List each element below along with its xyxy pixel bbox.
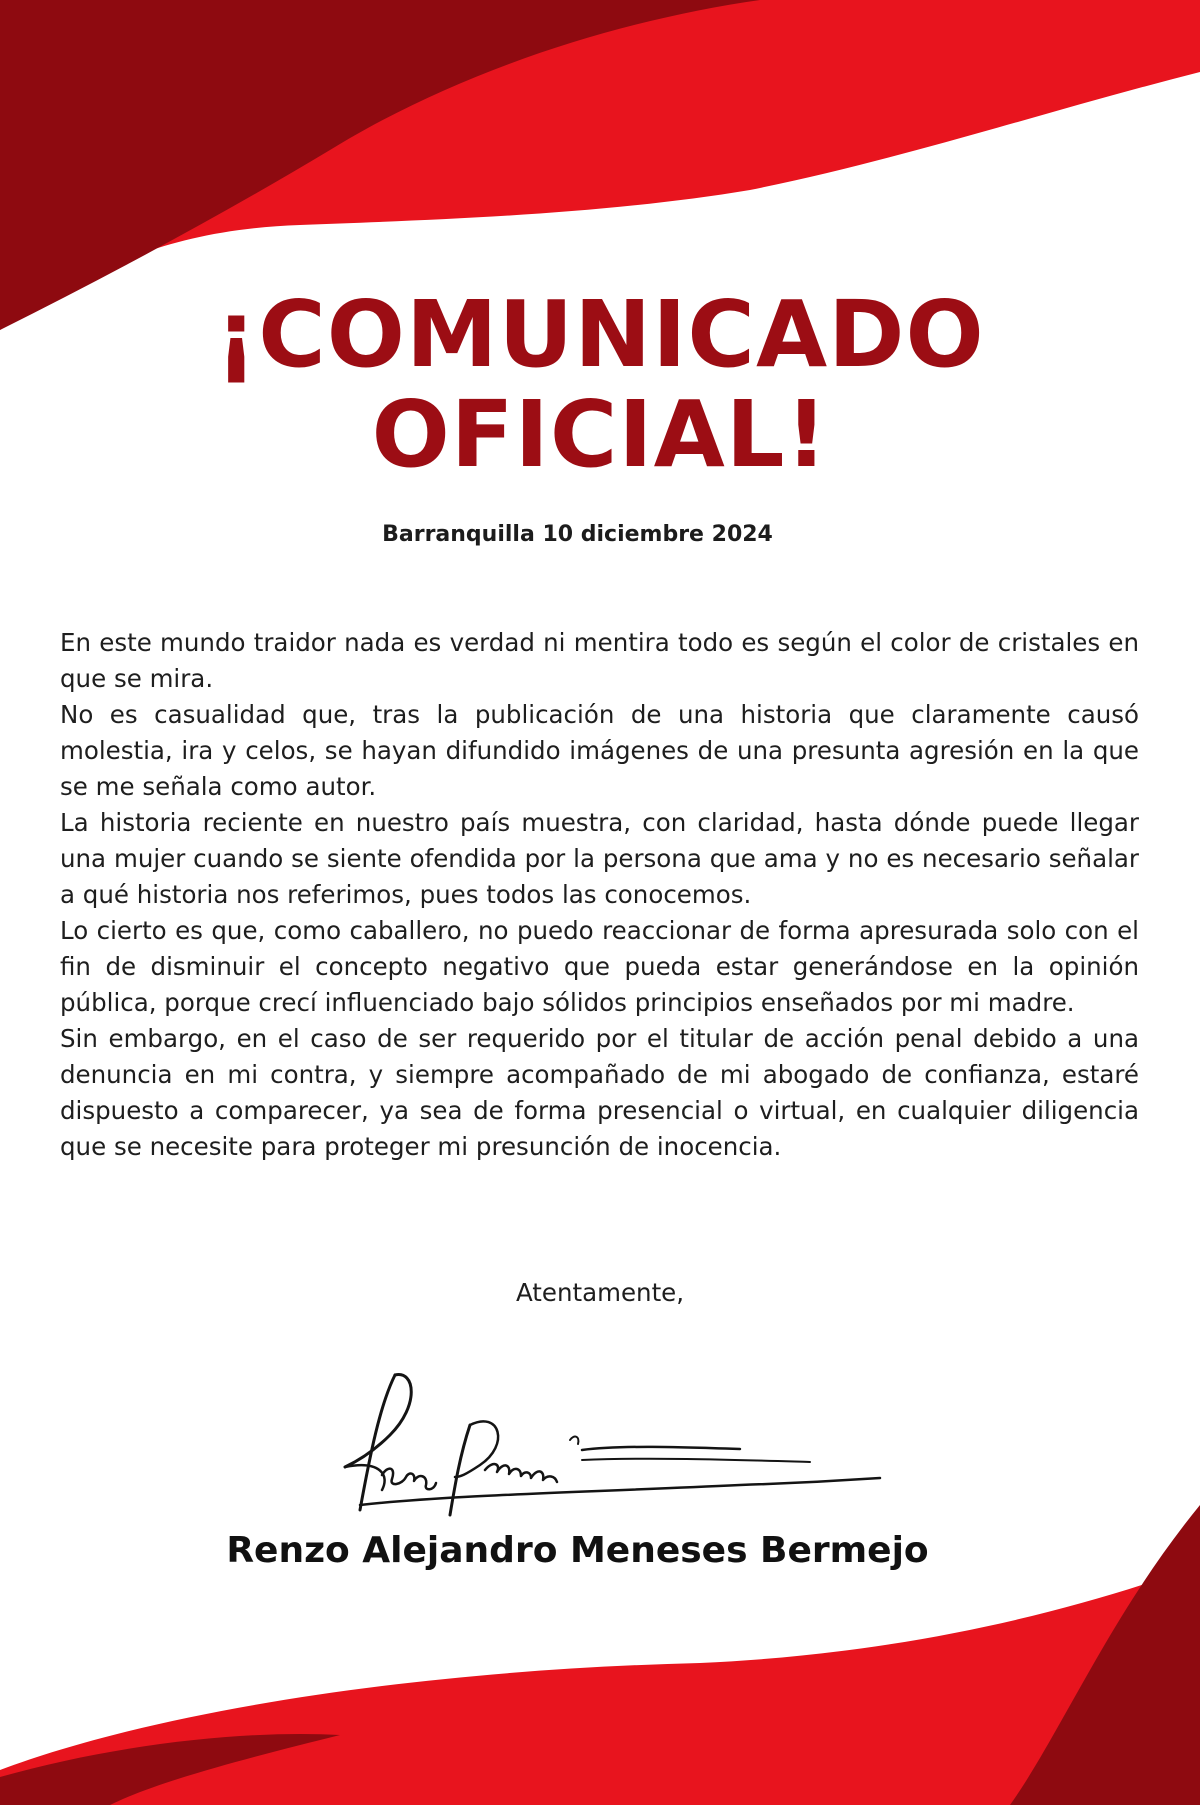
bottom-wave-decoration (0, 1505, 1200, 1805)
body-paragraph: La historia reciente en nuestro país muestra, con claridad, hasta dónde puede llegar una mujer cuando se siente ofendida por la persona que ama y no es necesario señalar a qué historia nos referimos, pues todos las conocemos. (60, 808, 1139, 909)
signer-name: Renzo Alejandro Meneses Bermejo (226, 1530, 929, 1571)
communique-body (60, 625, 1139, 1165)
body-paragraph: Lo cierto es que, como caballero, no puedo reaccionar de forma apresurada solo con el fin de disminuir el concepto negativo que pueda estar generándose en la opinión pública, porque crecí influenciado bajo sólidos principios enseñados por mi madre. (60, 916, 1139, 1017)
page-title (0, 281, 1200, 488)
body-paragraph: No es casualidad que, tras la publicación de una historia que claramente causó molestia, ira y celos, se hayan difundido imágenes de una presunta agresión en la que se me señala como autor. (60, 700, 1139, 801)
date-line: Barranquilla 10 diciembre 2024 (382, 522, 773, 547)
body-paragraph: En este mundo traidor nada es verdad ni mentira todo es según el color de cristales en que se mira. (60, 628, 1139, 693)
title-line-2: OFICIAL! (371, 381, 829, 488)
closing-salutation: Atentamente, (515, 1278, 685, 1307)
handwritten-signature (320, 1365, 900, 1525)
title-line-1: ¡COMUNICADO (215, 281, 985, 388)
body-paragraph: Sin embargo, en el caso de ser requerido por el titular de acción penal debido a una denuncia en mi contra, y siempre acompañado de mi abogado de confianza, estaré dispuesto a comparecer, ya sea de forma presencial o virtual, en cualquier diligencia que se necesite para proteger mi presunción de inocencia. (60, 1024, 1139, 1161)
